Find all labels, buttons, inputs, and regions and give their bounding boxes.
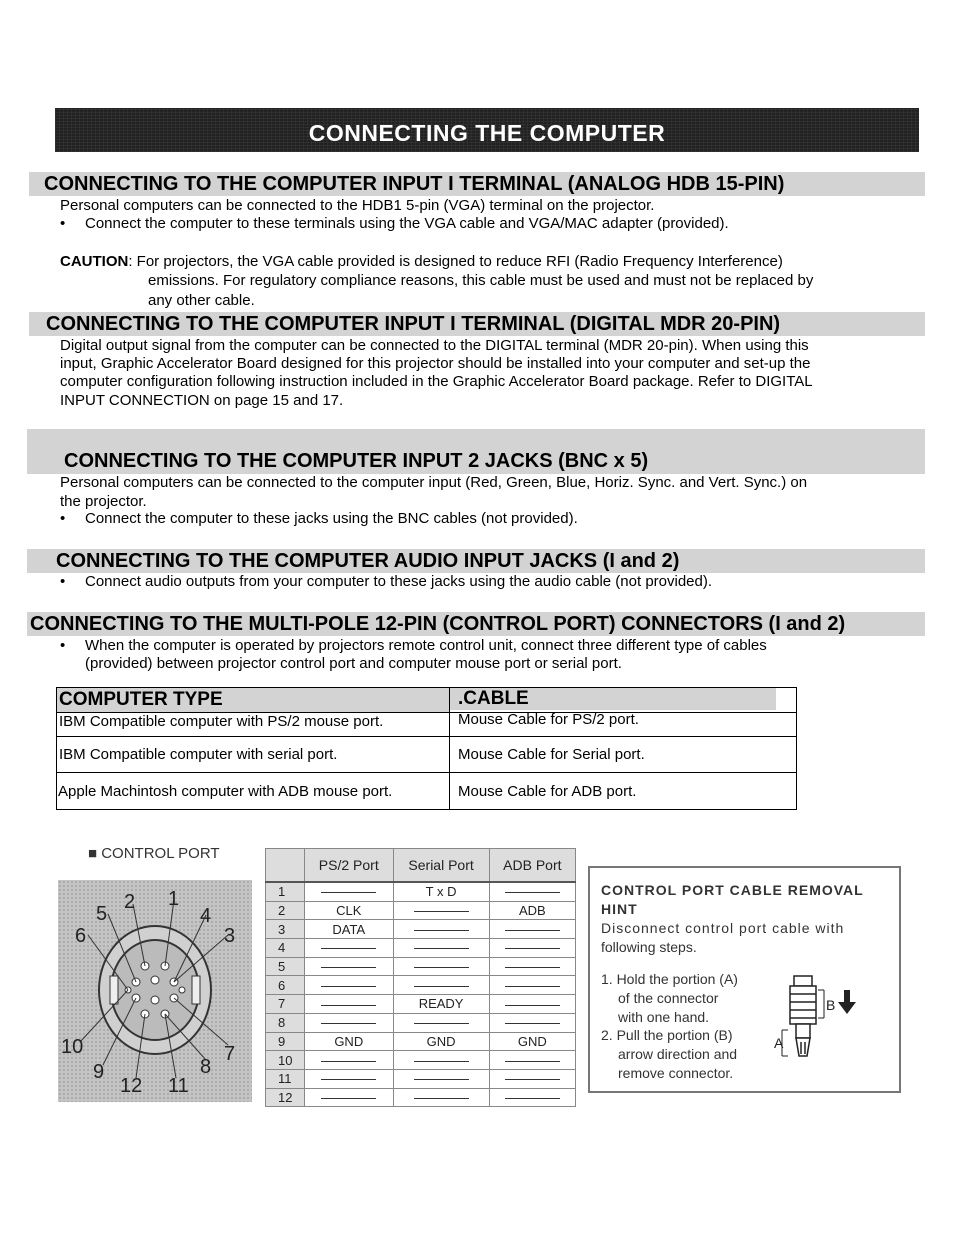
pin-cell (489, 1013, 575, 1032)
pin-label: 2 (124, 891, 136, 913)
bnc-bullet (60, 510, 920, 528)
pin-label: 7 (224, 1043, 236, 1065)
pin-cell (305, 976, 394, 995)
bnc-line-1: Personal computers can be connected to the computer input (Red, Green, Blue, Horiz. Sync. and Vert. Sync.) on (60, 474, 808, 491)
pin-cell (489, 1088, 575, 1107)
hint-label-a: A (774, 1035, 784, 1051)
pin-label: 10 (61, 1036, 84, 1058)
bullet-dot: • (60, 573, 66, 590)
hint-title-2: HINT (601, 901, 638, 917)
hint-intro-1: Disconnect control port cable with (601, 920, 845, 936)
caution-line-3: any other cable. (148, 292, 255, 309)
pin-cell: DATA (305, 920, 394, 939)
hint-step2-b: arrow direction and (618, 1046, 738, 1062)
pin-row (266, 1051, 576, 1070)
pin-cell (305, 995, 394, 1014)
pin-label: 5 (96, 903, 108, 925)
pin-label: 12 (120, 1075, 143, 1097)
caution-text-1: : For projectors, the VGA cable provided is designed to reduce RFI (Radio Frequency Interference) (128, 253, 783, 270)
analog-text: Personal computers can be connected to the HDB1 5-pin (VGA) terminal on the projector. (60, 197, 655, 214)
pin-label: 1 (168, 888, 180, 910)
connector-diagram (58, 880, 252, 1102)
hint-step1-a: 1. Hold the portion (A) (601, 971, 738, 987)
pin-cell (393, 920, 489, 939)
section-heading-analog: CONNECTING TO THE COMPUTER INPUT I TERMINAL (ANALOG HDB 15-PIN) (29, 172, 925, 196)
pin-cell: READY (393, 995, 489, 1014)
pin-number: 5 (266, 957, 305, 976)
table-cell: Mouse Cable for ADB port. (450, 773, 797, 810)
pin-table-header-cell: Serial Port (393, 849, 489, 883)
section-heading-audio: CONNECTING TO THE COMPUTER AUDIO INPUT JACKS (I and 2) (27, 549, 925, 573)
pin-cell (305, 882, 394, 901)
pin-cell (489, 957, 575, 976)
pin-number: 7 (266, 995, 305, 1014)
pin-label: 3 (224, 925, 236, 947)
pin-table-header (266, 849, 576, 883)
digital-line-4: INPUT CONNECTION on page 15 and 17. (60, 392, 344, 409)
analog-bullet-text: Connect the computer to these terminals using the VGA cable and VGA/MAC adapter (provided). (85, 215, 729, 232)
table-cell: IBM Compatible computer with PS/2 mouse port. (57, 713, 450, 737)
bnc-line-2: the projector. (60, 493, 147, 510)
cable-connector-icon (772, 968, 872, 1068)
section-heading-digital: CONNECTING TO THE COMPUTER INPUT I TERMINAL (DIGITAL MDR 20-PIN) (29, 312, 925, 336)
bullet-dot: • (60, 215, 66, 232)
pin-cell (305, 1069, 394, 1088)
hint-title-1: CONTROL PORT CABLE REMOVAL (601, 882, 864, 898)
digital-line-2: input, Graphic Accelerator Board designed for this projector should be installed into your computer and set-up the (60, 355, 811, 372)
digital-line-1: Digital output signal from the computer can be connected to the DIGITAL terminal (MDR 20-pin). When using this (60, 337, 809, 354)
pin-cell (489, 920, 575, 939)
pin-cell (489, 882, 575, 901)
hint-step2-c: remove connector. (618, 1065, 734, 1081)
pin-number: 2 (266, 901, 305, 920)
pin-number: 9 (266, 1032, 305, 1051)
section-heading-control-port: CONNECTING TO THE MULTI-POLE 12-PIN (CONTROL PORT) CONNECTORS (I and 2) (27, 612, 925, 636)
pin-number: 1 (266, 882, 305, 901)
table-row (57, 773, 797, 810)
table-cell: IBM Compatible computer with serial port. (57, 737, 450, 773)
pin-cell (305, 957, 394, 976)
caution-line-1 (60, 253, 783, 272)
control-port-bullet-line-2: (provided) between projector control port and computer mouse port or serial port. (85, 655, 622, 672)
caution-label: CAUTION (60, 253, 129, 270)
pin-number: 4 (266, 939, 305, 958)
header-cell-cable: .CABLE (450, 688, 797, 713)
pin-row (266, 1069, 576, 1088)
pin-cell (489, 1069, 575, 1088)
table-header-row (57, 688, 797, 713)
pin-cell (489, 995, 575, 1014)
pin-row (266, 1088, 576, 1107)
pin-row (266, 957, 576, 976)
pin-cell: GND (305, 1032, 394, 1051)
pin-cell (305, 1088, 394, 1107)
pin-number: 10 (266, 1051, 305, 1070)
bnc-bullet-text: Connect the computer to these jacks using the BNC cables (not provided). (85, 510, 578, 527)
section-heading-bnc: CONNECTING TO THE COMPUTER INPUT 2 JACKS (BNC x 5) (64, 450, 649, 472)
hint-label-b: B (826, 997, 836, 1013)
pin-table-header-cell: PS/2 Port (305, 849, 394, 883)
pin-row (266, 1032, 576, 1051)
pin-cell (489, 976, 575, 995)
header-cell-computer-type: COMPUTER TYPE (57, 688, 450, 713)
hint-step1-b: of the connector (618, 990, 719, 1006)
hint-step1-c: with one hand. (618, 1009, 710, 1025)
control-port-label: ■ CONTROL PORT (88, 845, 220, 862)
pin-cell (305, 939, 394, 958)
pin-number: 3 (266, 920, 305, 939)
table-row (57, 737, 797, 773)
pin-cell: GND (393, 1032, 489, 1051)
pin-number: 11 (266, 1069, 305, 1088)
pin-label: 6 (75, 925, 87, 947)
caution-line-2: emissions. For regulatory compliance reasons, this cable must be used and must not be replaced by (148, 272, 814, 289)
pin-row (266, 901, 576, 920)
pin-number: 6 (266, 976, 305, 995)
pin-label: 4 (200, 905, 212, 927)
audio-bullet-text: Connect audio outputs from your computer to these jacks using the audio cable (not provided). (85, 573, 713, 590)
pin-row (266, 976, 576, 995)
pin-label: 11 (168, 1075, 189, 1097)
table-cell: Mouse Cable for PS/2 port. (450, 713, 797, 737)
pin-label: 8 (200, 1056, 212, 1078)
pin-cell: GND (489, 1032, 575, 1051)
pin-row (266, 1013, 576, 1032)
page-banner: CONNECTING THE COMPUTER (55, 108, 919, 152)
connector-pinout-icon (58, 880, 252, 1102)
hint-box (588, 866, 901, 1093)
pin-cell (305, 1013, 394, 1032)
control-port-bullet (60, 637, 920, 655)
table-row (57, 713, 797, 737)
pin-cell (305, 1051, 394, 1070)
pin-row (266, 882, 576, 901)
pin-cell (393, 976, 489, 995)
bullet-dot: • (60, 637, 66, 654)
table-cell: Mouse Cable for Serial port. (450, 737, 797, 773)
pin-cell (393, 901, 489, 920)
analog-bullet (60, 215, 920, 233)
pin-cell (393, 1051, 489, 1070)
pin-cell (489, 1051, 575, 1070)
cable-table (56, 687, 797, 810)
pin-number: 12 (266, 1088, 305, 1107)
pin-cell: ADB (489, 901, 575, 920)
pin-table (265, 848, 576, 1107)
pin-cell: T x D (393, 882, 489, 901)
pin-number: 8 (266, 1013, 305, 1032)
table-cell: Apple Machintosh computer with ADB mouse port. (57, 773, 450, 810)
hint-intro-2: following steps. (601, 939, 697, 955)
digital-line-3: computer configuration following instruction included in the Graphic Accelerator Board package. Refer to DIGITAL (60, 373, 813, 390)
bullet-dot: • (60, 510, 66, 527)
pin-table-header-cell (266, 849, 305, 883)
pin-cell (393, 1088, 489, 1107)
pin-cell (393, 1069, 489, 1088)
pin-row (266, 995, 576, 1014)
pin-row (266, 920, 576, 939)
control-port-bullet-line-1: When the computer is operated by projectors remote control unit, connect three different type of cables (85, 637, 767, 654)
pin-cell (393, 957, 489, 976)
audio-bullet (60, 573, 920, 591)
pin-cell (393, 1013, 489, 1032)
pin-cell (393, 939, 489, 958)
pin-cell (489, 939, 575, 958)
pin-row (266, 939, 576, 958)
pin-label: 9 (93, 1061, 105, 1083)
hint-step2-a: 2. Pull the portion (B) (601, 1027, 733, 1043)
pin-table-header-cell: ADB Port (489, 849, 575, 883)
pin-cell: CLK (305, 901, 394, 920)
